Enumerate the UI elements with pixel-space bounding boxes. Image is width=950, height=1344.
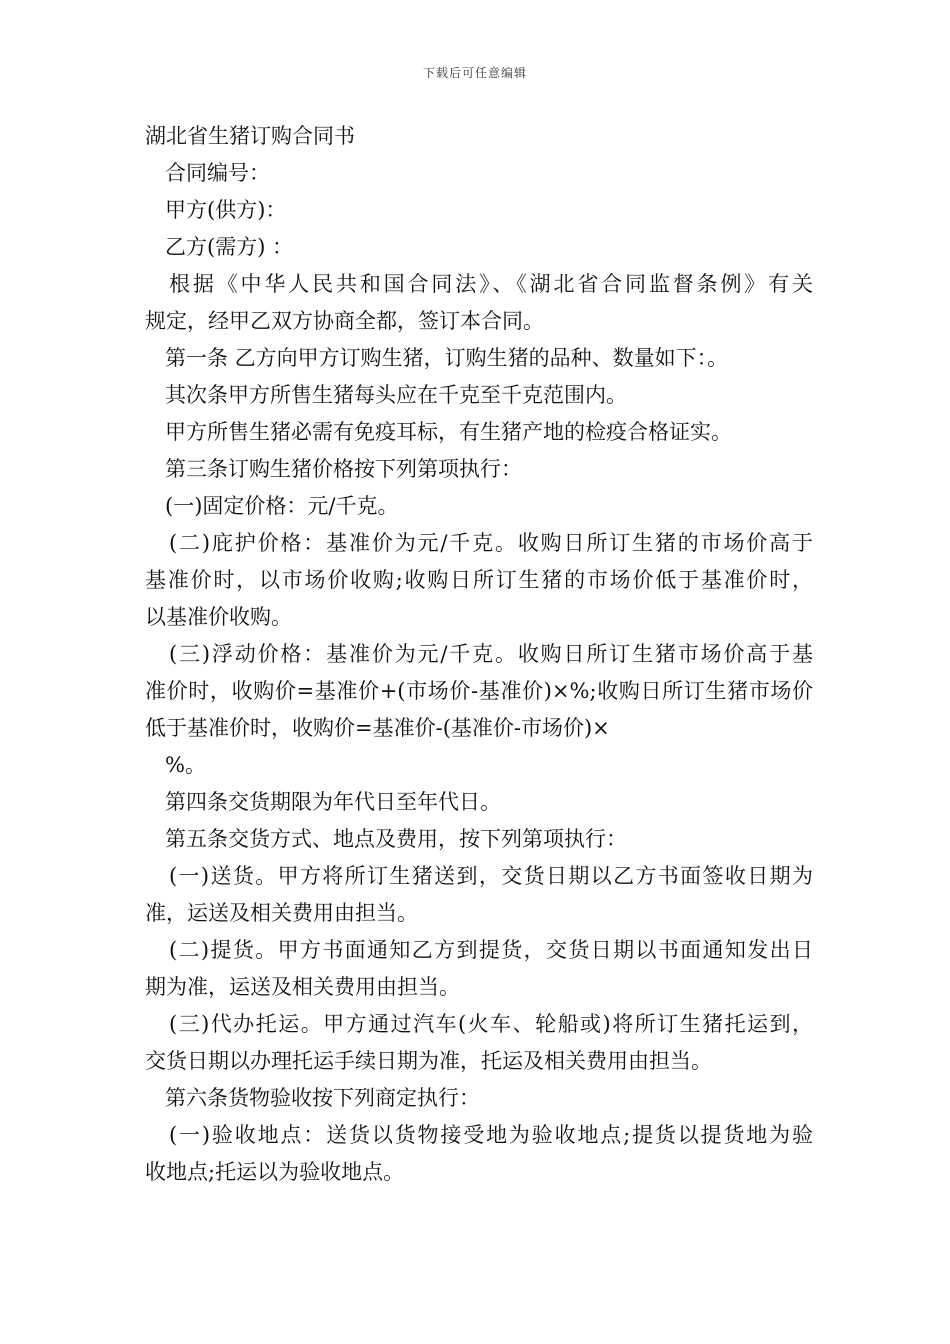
party-a-line: 甲方(供方)： <box>165 198 287 222</box>
article-6-inspection-line-1: (一)验收地点：送货以货物接受地为验收地点;提货以提货地为验 <box>169 1123 813 1147</box>
article-6-inspection-line-2: 收地点;托运以为验收地点。 <box>145 1160 405 1184</box>
article-3-protected-price-line-2: 基准价时，以市场价收购;收购日所订生猪的市场价低于基准价时， <box>145 568 813 592</box>
article-5-consignment-line-1: (三)代办托运。甲方通过汽车(火车、轮船或)将所订生猪托运到， <box>169 1012 813 1036</box>
article-3-fixed-price: (一)固定价格：元/千克。 <box>165 494 399 518</box>
article-1: 第一条 乙方向甲方订购生猪，订购生猪的品种、数量如下：。 <box>165 346 729 370</box>
article-2-weight: 其次条甲方所售生猪每头应在千克至千克范围内。 <box>165 383 627 407</box>
article-2-quarantine: 甲方所售生猪必需有免疫耳标，有生猪产地的检疫合格证实。 <box>165 420 732 444</box>
article-6-heading: 第六条货物验收按下列商定执行： <box>165 1086 480 1110</box>
article-3-floating-price-line-3: 低于基准价时，收购价=基准价-(基准价-市场价)× <box>145 716 610 740</box>
article-3-floating-price-line-1: (三)浮动价格：基准价为元/千克。收购日所订生猪市场价高于基 <box>169 642 813 666</box>
preamble-line-2: 规定，经甲乙双方协商全都，签订本合同。 <box>145 309 544 333</box>
article-3-heading: 第三条订购生猪价格按下列第项执行： <box>165 457 522 481</box>
article-3-protected-price-line-3: 以基准价收购。 <box>145 605 292 629</box>
article-4-delivery-period: 第四条交货期限为年代日至年代日。 <box>165 790 501 814</box>
party-b-line: 乙方(需方) ： <box>165 235 294 259</box>
article-5-pickup-line-1: (二)提货。甲方书面通知乙方到提货，交货日期以书面通知发出日 <box>169 938 813 962</box>
article-5-consignment-line-2: 交货日期以办理托运手续日期为准，托运及相关费用由担当。 <box>145 1049 712 1073</box>
page-header-note: 下载后可任意编辑 <box>422 66 527 80</box>
article-3-floating-price-line-4: %。 <box>165 753 206 777</box>
article-3-protected-price-line-1: (二)庇护价格：基准价为元/千克。收购日所订生猪的市场价高于 <box>169 531 813 555</box>
preamble-line-1: 根据《中华人民共和国合同法》、《湖北省合同监督条例》有关 <box>169 272 813 296</box>
article-5-delivery-line-1: (一)送货。甲方将所订生猪送到，交货日期以乙方书面签收日期为 <box>169 864 813 888</box>
contract-document <box>145 118 813 1191</box>
article-5-pickup-line-2: 期为准，运送及相关费用由担当。 <box>145 975 460 999</box>
article-5-delivery-line-2: 准，运送及相关费用由担当。 <box>145 901 418 925</box>
article-5-heading: 第五条交货方式、地点及费用，按下列第项执行： <box>165 827 627 851</box>
article-3-floating-price-line-2: 准价时，收购价=基准价+(市场价-基准价)×%;收购日所订生猪市场价 <box>145 679 813 703</box>
contract-number-line: 合同编号： <box>165 161 270 185</box>
document-title: 湖北省生猪订购合同书 <box>145 124 355 148</box>
